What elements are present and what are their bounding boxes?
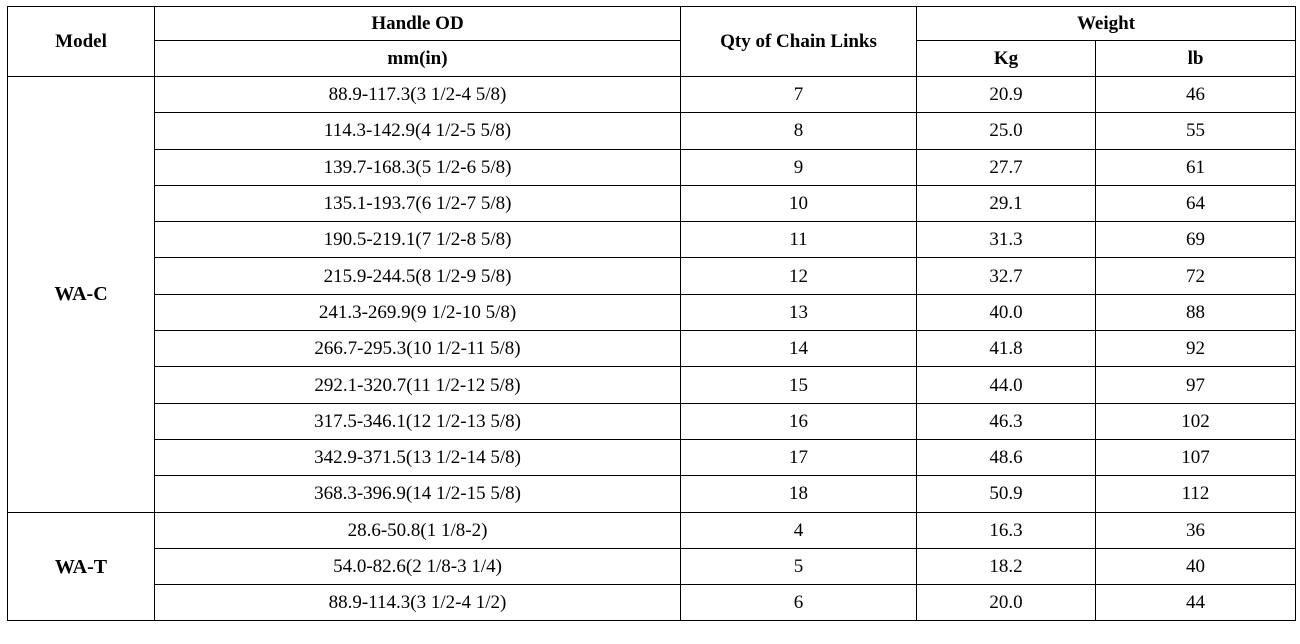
table-row [8, 258, 1296, 294]
weight-kg-cell: 18.2 [917, 548, 1096, 584]
weight-kg-cell: 50.9 [917, 476, 1096, 512]
header-row-2 [8, 41, 1296, 77]
chain-links-cell: 16 [681, 403, 917, 439]
table-row [8, 512, 1296, 548]
weight-lb-cell: 97 [1096, 367, 1296, 403]
weight-kg-cell: 27.7 [917, 149, 1096, 185]
weight-lb-cell: 72 [1096, 258, 1296, 294]
weight-lb-cell: 112 [1096, 476, 1296, 512]
chain-links-cell: 12 [681, 258, 917, 294]
weight-kg-cell: 20.9 [917, 77, 1096, 113]
table-row [8, 113, 1296, 149]
table-row [8, 403, 1296, 439]
weight-lb-cell: 46 [1096, 77, 1296, 113]
weight-kg-cell: 31.3 [917, 222, 1096, 258]
weight-lb-cell: 64 [1096, 185, 1296, 221]
chain-links-cell: 8 [681, 113, 917, 149]
model-cell: WA-T [8, 512, 155, 621]
handle-od-cell: 114.3-142.9(4 1/2-5 5/8) [155, 113, 681, 149]
weight-lb-cell: 107 [1096, 439, 1296, 475]
handle-od-cell: 292.1-320.7(11 1/2-12 5/8) [155, 367, 681, 403]
spec-table [7, 6, 1296, 621]
table-header [8, 7, 1296, 77]
table-row [8, 149, 1296, 185]
weight-kg-cell: 29.1 [917, 185, 1096, 221]
table-row [8, 548, 1296, 584]
header-weight: Weight [917, 7, 1296, 41]
header-model: Model [8, 7, 155, 77]
table-row [8, 439, 1296, 475]
table-row [8, 367, 1296, 403]
weight-lb-cell: 88 [1096, 294, 1296, 330]
handle-od-cell: 215.9-244.5(8 1/2-9 5/8) [155, 258, 681, 294]
header-handle-od: Handle OD [155, 7, 681, 41]
handle-od-cell: 28.6-50.8(1 1/8-2) [155, 512, 681, 548]
weight-kg-cell: 44.0 [917, 367, 1096, 403]
handle-od-cell: 368.3-396.9(14 1/2-15 5/8) [155, 476, 681, 512]
header-qty-links: Qty of Chain Links [681, 7, 917, 77]
chain-links-cell: 7 [681, 77, 917, 113]
handle-od-cell: 54.0-82.6(2 1/8-3 1/4) [155, 548, 681, 584]
header-lb: lb [1096, 41, 1296, 77]
chain-links-cell: 14 [681, 331, 917, 367]
chain-links-cell: 11 [681, 222, 917, 258]
chain-links-cell: 15 [681, 367, 917, 403]
table-row [8, 294, 1296, 330]
weight-lb-cell: 61 [1096, 149, 1296, 185]
chain-links-cell: 13 [681, 294, 917, 330]
handle-od-cell: 88.9-117.3(3 1/2-4 5/8) [155, 77, 681, 113]
weight-kg-cell: 32.7 [917, 258, 1096, 294]
chain-links-cell: 5 [681, 548, 917, 584]
table-row [8, 185, 1296, 221]
spec-table-container [7, 6, 1296, 621]
handle-od-cell: 241.3-269.9(9 1/2-10 5/8) [155, 294, 681, 330]
weight-lb-cell: 92 [1096, 331, 1296, 367]
weight-kg-cell: 20.0 [917, 585, 1096, 621]
weight-kg-cell: 40.0 [917, 294, 1096, 330]
header-kg: Kg [917, 41, 1096, 77]
chain-links-cell: 6 [681, 585, 917, 621]
chain-links-cell: 4 [681, 512, 917, 548]
table-row [8, 77, 1296, 113]
handle-od-cell: 342.9-371.5(13 1/2-14 5/8) [155, 439, 681, 475]
chain-links-cell: 17 [681, 439, 917, 475]
weight-lb-cell: 102 [1096, 403, 1296, 439]
weight-kg-cell: 25.0 [917, 113, 1096, 149]
weight-lb-cell: 44 [1096, 585, 1296, 621]
table-row [8, 331, 1296, 367]
weight-kg-cell: 48.6 [917, 439, 1096, 475]
weight-kg-cell: 46.3 [917, 403, 1096, 439]
table-row [8, 585, 1296, 621]
handle-od-cell: 135.1-193.7(6 1/2-7 5/8) [155, 185, 681, 221]
handle-od-cell: 88.9-114.3(3 1/2-4 1/2) [155, 585, 681, 621]
handle-od-cell: 139.7-168.3(5 1/2-6 5/8) [155, 149, 681, 185]
header-handle-od-unit: mm(in) [155, 41, 681, 77]
weight-lb-cell: 40 [1096, 548, 1296, 584]
handle-od-cell: 190.5-219.1(7 1/2-8 5/8) [155, 222, 681, 258]
weight-kg-cell: 16.3 [917, 512, 1096, 548]
handle-od-cell: 266.7-295.3(10 1/2-11 5/8) [155, 331, 681, 367]
chain-links-cell: 18 [681, 476, 917, 512]
chain-links-cell: 9 [681, 149, 917, 185]
weight-kg-cell: 41.8 [917, 331, 1096, 367]
table-body [8, 77, 1296, 621]
model-cell: WA-C [8, 77, 155, 513]
weight-lb-cell: 55 [1096, 113, 1296, 149]
handle-od-cell: 317.5-346.1(12 1/2-13 5/8) [155, 403, 681, 439]
chain-links-cell: 10 [681, 185, 917, 221]
table-row [8, 476, 1296, 512]
table-row [8, 222, 1296, 258]
header-row-1 [8, 7, 1296, 41]
weight-lb-cell: 69 [1096, 222, 1296, 258]
weight-lb-cell: 36 [1096, 512, 1296, 548]
